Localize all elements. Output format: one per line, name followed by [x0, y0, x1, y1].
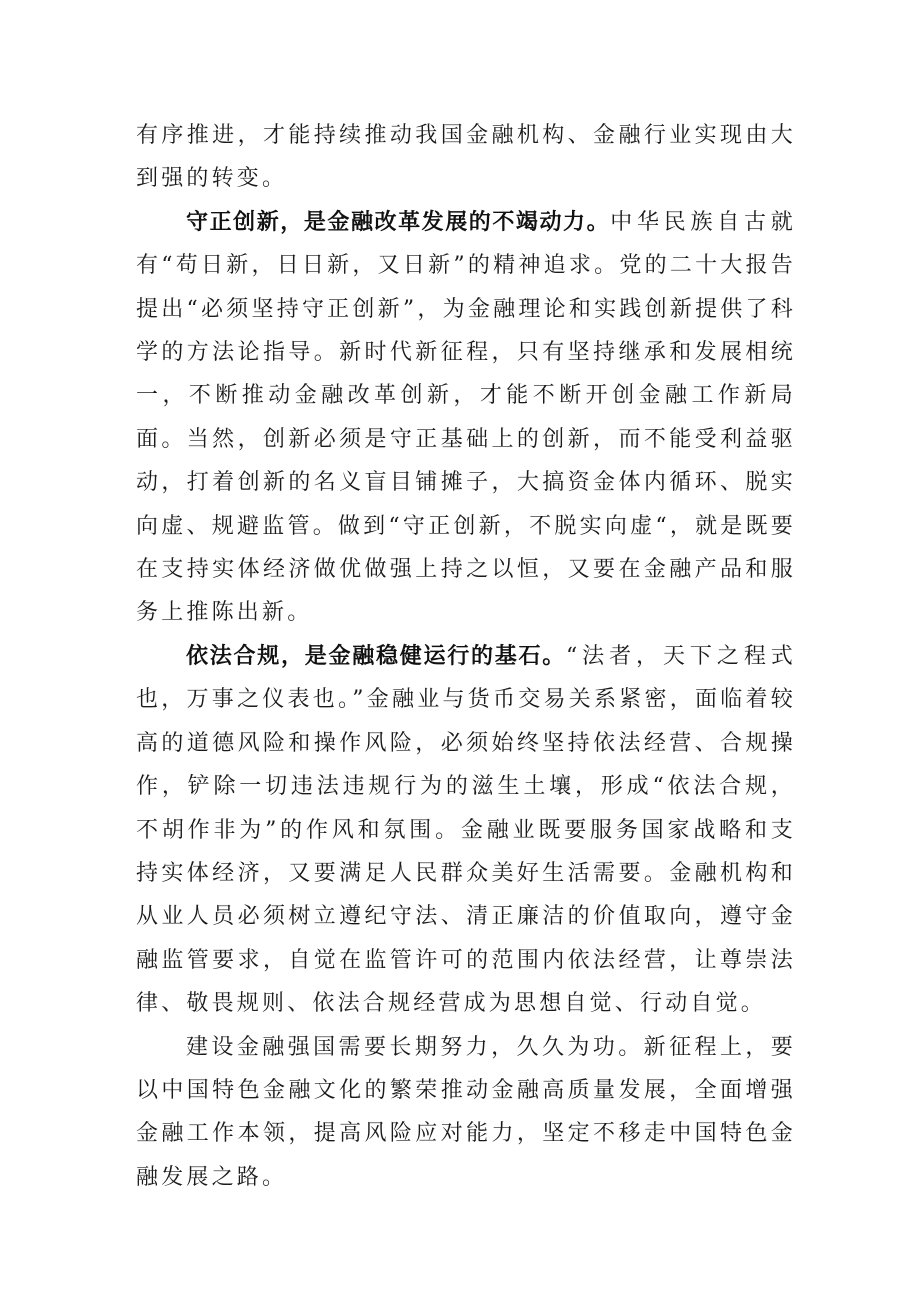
paragraph-body: 有序推进，才能持续推动我国金融机构、金融行业实现由大到强的转变。 [136, 123, 796, 192]
paragraph-body: “法者，天下之程式也，万事之仪表也。”金融业与货币交易关系紧密，面临着较高的道德风险和操作风险，必须始终坚持依法经营、合规操作，铲除一切违法违规行为的滋生土壤，形成“依法合规，不胡作非为”的作风和氛围。金融业既要服务国家战略和支持实体经济，又要满足人民群众美好生活需要。金融机构和从业人员必须树立遵纪守法、清正廉洁的价值取向，遵守金融监管要求，自觉在监管许可的范围内依法经营，让尊崇法律、敬畏规则、依法合规经营成为思想自觉、行动自觉。 [136, 643, 796, 1017]
paragraph-conclusion [136, 1026, 796, 1200]
paragraph-body: 建设金融强国需要长期努力，久久为功。新征程上，要以中国特色金融文化的繁荣推动金融高质量发展，全面增强金融工作本领，提高风险应对能力，坚定不移走中国特色金融发展之路。 [136, 1034, 796, 1190]
paragraph-lead-heading: 守正创新，是金融改革发展的不竭动力。 [186, 209, 611, 235]
article-body [136, 114, 796, 1199]
paragraph-compliance [136, 635, 796, 1026]
paragraph-innovation [136, 201, 796, 635]
paragraph-continuation [136, 114, 796, 201]
paragraph-lead-heading: 依法合规，是金融稳健运行的基石。 [186, 643, 566, 669]
paragraph-body: 中华民族自古就有“苟日新，日日新，又日新”的精神追求。党的二十大报告提出“必须坚持守正创新”，为金融理论和实践创新提供了科学的方法论指导。新时代新征程，只有坚持继承和发展相统一，不断推动金融改革创新，才能不断开创金融工作新局面。当然，创新必须是守正基础上的创新，而不能受利益驱动，打着创新的名义盲目铺摊子，大搞资金体内循环、脱实向虚、规避监管。做到“守正创新，不脱实向虚“，就是既要在支持实体经济做优做强上持之以恒，又要在金融产品和服务上推陈出新。 [136, 209, 796, 626]
